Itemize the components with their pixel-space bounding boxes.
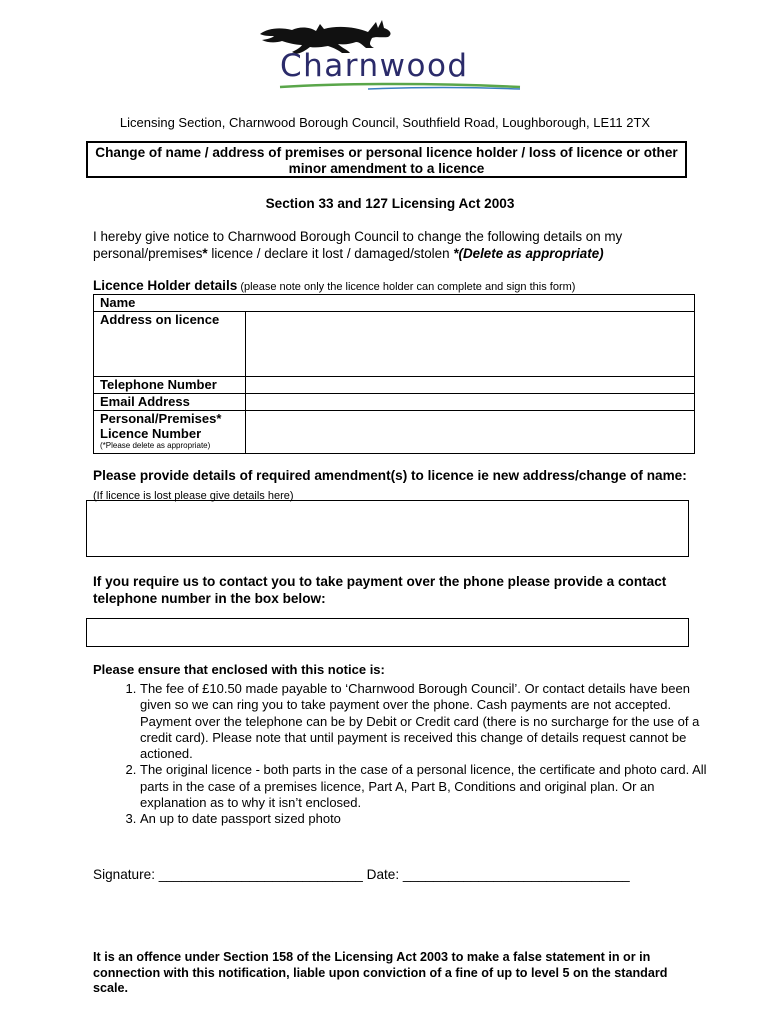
- amendment-heading-note: (If licence is lost please give details here): [93, 490, 294, 502]
- list-item: 3. An up to date passport sized photo: [140, 811, 720, 827]
- offence-warning: It is an offence under Section 158 of the Licensing Act 2003 to make a false statement in or in connection with this notification, liable upon conviction of a fine of up to level 5 on the standard scale.: [93, 950, 668, 995]
- email-label: Email Address: [94, 394, 246, 411]
- email-field[interactable]: [246, 394, 695, 411]
- telephone-label: Telephone Number: [94, 377, 246, 394]
- table-row: [94, 295, 695, 312]
- enclosure-list: [93, 681, 720, 828]
- notice-text-1: I hereby give notice to Charnwood Borough Council to change the following details on my personal/premises: [93, 229, 623, 261]
- address-label: Address on licence: [94, 312, 246, 377]
- table-row: [94, 394, 695, 411]
- form-title: Change of name / address of premises or personal licence holder / loss of licence or other minor amendment to a licence: [86, 141, 687, 178]
- licence-holder-table: [93, 294, 695, 454]
- licence-number-field[interactable]: [246, 411, 695, 454]
- table-row: [94, 312, 695, 377]
- contact-phone-box[interactable]: [86, 618, 689, 647]
- licence-holder-heading: [93, 278, 575, 293]
- holder-heading-note: (please note only the licence holder can complete and sign this form): [237, 281, 576, 293]
- licence-number-cell: [94, 411, 246, 454]
- ensure-heading: Please ensure that enclosed with this notice is:: [93, 662, 385, 677]
- table-row: [94, 377, 695, 394]
- telephone-field[interactable]: [246, 377, 695, 394]
- section-heading: Section 33 and 127 Licensing Act 2003: [265, 196, 515, 211]
- list-item: 1. The fee of £10.50 made payable to ‘Charnwood Borough Council’. Or contact details have been given so we can ring you to take payment over the phone. Cash payments are not accepted. Payment over the telephone can be by Debit or Credit card (there is no surcharge for the use of a credit card). Please note that until payment is received this change of details request cannot be actioned.: [140, 681, 720, 762]
- charnwood-logo: [258, 12, 523, 94]
- licence-number-note: (*Please delete as appropriate): [100, 441, 211, 450]
- licence-number-label: Personal/Premises* Licence Number: [100, 411, 222, 441]
- notice-text-2: licence / declare it lost / damaged/stolen: [207, 245, 454, 261]
- amendment-heading-label: Please provide details of required amendment(s) to licence ie new address/change of name:: [93, 468, 687, 483]
- name-label: Name: [94, 295, 695, 312]
- table-row: [94, 411, 695, 454]
- notice-delete-note: *(Delete as appropriate): [453, 245, 604, 261]
- amendment-details-box[interactable]: [86, 500, 689, 557]
- list-item: 2. The original licence - both parts in the case of a personal licence, the certificate and photo card. All parts in the case of a premises licence, Part A, Part B, Conditions and original plan. Or an explanation as to why it isn’t enclosed.: [140, 762, 720, 811]
- council-address: Licensing Section, Charnwood Borough Council, Southfield Road, Loughborough, LE11 2TX: [119, 115, 651, 130]
- address-field[interactable]: [246, 312, 695, 377]
- signature-date-line[interactable]: Signature: ___________________________ Date: ______________________________: [93, 867, 630, 882]
- notice-star: *: [202, 245, 208, 261]
- phone-request-text: If you require us to contact you to take payment over the phone please provide a contact telephone number in the box below:: [93, 574, 667, 606]
- logo-text: Charnwood: [280, 48, 469, 84]
- holder-heading-label: Licence Holder details: [93, 278, 238, 293]
- fox-logo-icon: [258, 12, 523, 94]
- notice-paragraph: [93, 229, 693, 262]
